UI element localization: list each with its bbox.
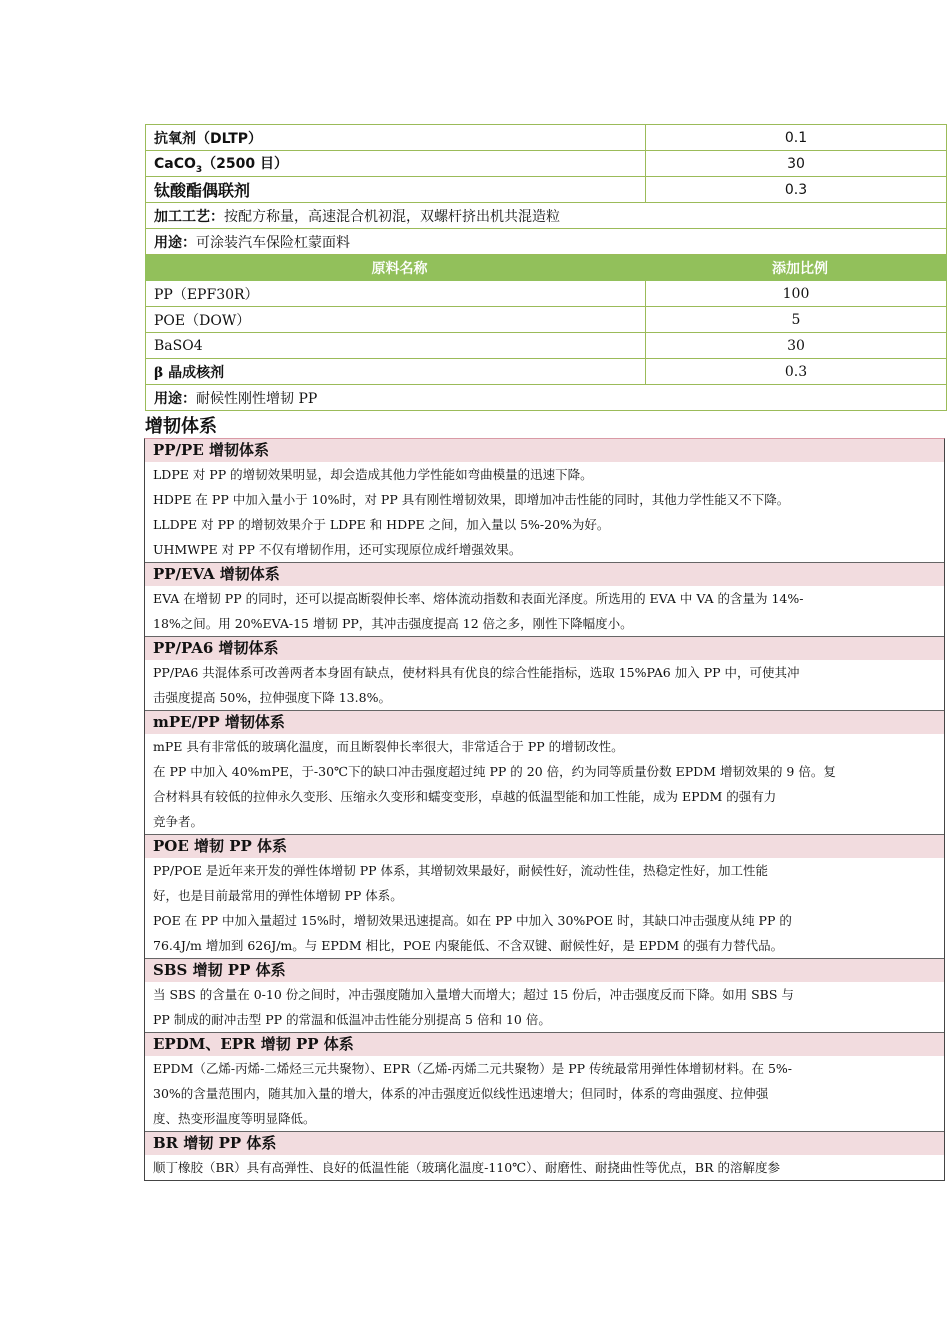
- ingredient-name: CaCO$_3$（2500 目）: [146, 151, 646, 177]
- ingredient-value: 0.3: [646, 359, 947, 385]
- formula-row: [146, 281, 947, 307]
- system-text-line: EVA 在增韧 PP 的同时，还可以提高断裂伸长率、熔体流动指数和表面光泽度。所选用的 EVA 中 VA 的含量为 14%-: [153, 591, 804, 606]
- formula-row: [146, 333, 947, 359]
- ingredient-value: 30: [646, 151, 947, 177]
- system-text-line: LLDPE 对 PP 的增韧效果介于 LDPE 和 HDPE 之间，加入量以 5%-20%为好。: [153, 517, 610, 532]
- table-header-row: [146, 255, 947, 281]
- system-heading: EPDM、EPR 增韧 PP 体系: [145, 1032, 944, 1056]
- system-heading: PP/PE 增韧体系: [145, 439, 944, 462]
- system-text-line: 18%之间。用 20%EVA-15 增韧 PP，其冲击强度提高 12 倍之多，刚性下降幅度小。: [153, 616, 633, 631]
- system-text-line: 在 PP 中加入 40%mPE，于-30℃下的缺口冲击强度超过纯 PP 的 20 倍，约为同等质量份数 EPDM 增韧效果的 9 倍。复: [153, 764, 836, 779]
- system-text-line: 击强度提高 50%，拉伸强度下降 13.8%。: [153, 690, 391, 705]
- header-ratio: 添加比例: [646, 255, 947, 281]
- system-text-line: 30%的含量范围内，随其加入量的增大，体系的冲击强度近似线性迅速增大；但同时，体系的弯曲强度、拉伸强: [153, 1086, 769, 1101]
- formula-row: [146, 151, 947, 177]
- system-heading: POE 增韧 PP 体系: [145, 834, 944, 858]
- system-text-line: UHMWPE 对 PP 不仅有增韧作用，还可实现原位成纤增强效果。: [153, 542, 522, 557]
- system-text-line: 顺丁橡胶（BR）具有高弹性、良好的低温性能（玻璃化温度-110℃）、耐磨性、耐挠曲性等优点，BR 的溶解度参: [153, 1160, 780, 1175]
- ingredient-name: BaSO4: [146, 333, 646, 359]
- process-cell: 加工工艺：按配方称量，高速混合机初混，双螺杆挤出机共混造粒: [146, 203, 947, 229]
- system-text-line: PP/PA6 共混体系可改善两者本身固有缺点，使材料具有优良的综合性能指标，选取 15%PA6 加入 PP 中，可使其冲: [153, 665, 800, 680]
- system-text-line: 竞争者。: [153, 814, 204, 829]
- formula-row: [146, 125, 947, 151]
- system-text-line: 76.4J/m 增加到 626J/m。与 EPDM 相比，POE 内聚能低、不含双键、耐候性好，是 EPDM 的强有力替代品。: [153, 938, 784, 953]
- formula-row: [146, 307, 947, 333]
- ingredient-value: 0.1: [646, 125, 947, 151]
- ingredient-name: 抗氧剂（DLTP）: [146, 125, 646, 151]
- formula-row: [146, 177, 947, 203]
- system-text-line: 好，也是目前最常用的弹性体增韧 PP 体系。: [153, 888, 403, 903]
- process-row: [146, 203, 947, 229]
- system-heading: SBS 增韧 PP 体系: [145, 958, 944, 982]
- formula-table: [145, 124, 947, 411]
- ingredient-name: 钛酸酯偶联剂: [146, 177, 646, 203]
- system-text-line: 合材料具有较低的拉伸永久变形、压缩永久变形和蠕变变形，卓越的低温型能和加工性能，成为 EPDM 的强有力: [153, 789, 777, 804]
- toughening-systems: [144, 438, 945, 1181]
- system-heading: mPE/PP 增韧体系: [145, 710, 944, 734]
- system-text-line: PP/POE 是近年来开发的弹性体增韧 PP 体系，其增韧效果最好，耐候性好，流动性佳，热稳定性好，加工性能: [153, 863, 769, 878]
- system-text-line: 当 SBS 的含量在 0-10 份之间时，冲击强度随加入量增大而增大；超过 15 份后，冲击强度反而下降。如用 SBS 与: [153, 987, 794, 1002]
- system-heading: PP/PA6 增韧体系: [145, 636, 944, 660]
- system-text-line: mPE 具有非常低的玻璃化温度，而且断裂伸长率很大，非常适合于 PP 的增韧改性。: [153, 739, 624, 754]
- ingredient-value: 0.3: [646, 177, 947, 203]
- use-row: [146, 229, 947, 255]
- system-text-line: LDPE 对 PP 的增韧效果明显，却会造成其他力学性能如弯曲模量的迅速下降。: [153, 467, 593, 482]
- use-cell: 用途：耐候性刚性增韧 PP: [146, 385, 947, 411]
- system-text-line: POE 在 PP 中加入量超过 15%时，增韧效果迅速提高。如在 PP 中加入 30%POE 时，其缺口冲击强度从纯 PP 的: [153, 913, 792, 928]
- ingredient-value: 100: [646, 281, 947, 307]
- system-heading: BR 增韧 PP 体系: [145, 1131, 944, 1155]
- section-title: 增韧体系: [145, 416, 217, 437]
- system-heading: PP/EVA 增韧体系: [145, 562, 944, 586]
- ingredient-name: β 晶成核剂: [146, 359, 646, 385]
- system-text-line: HDPE 在 PP 中加入量小于 10%时，对 PP 具有刚性增韧效果，即增加冲击性能的同时，其他力学性能又不下降。: [153, 492, 790, 507]
- system-text-line: PP 制成的耐冲击型 PP 的常温和低温冲击性能分别提高 5 倍和 10 倍。: [153, 1012, 551, 1027]
- system-text-line: EPDM（乙烯-丙烯-二烯烃三元共聚物）、EPR（乙烯-丙烯二元共聚物）是 PP 传统最常用弹性体增韧材料。在 5%-: [153, 1061, 793, 1076]
- use-row: [146, 385, 947, 411]
- use-cell: 用途：可涂装汽车保险杠蒙面料: [146, 229, 947, 255]
- system-text-line: 度、热变形温度等明显降低。: [153, 1111, 316, 1126]
- ingredient-name: POE（DOW）: [146, 307, 646, 333]
- ingredient-value: 30: [646, 333, 947, 359]
- header-ingredient: 原料名称: [146, 255, 646, 281]
- ingredient-name: PP（EPF30R）: [146, 281, 646, 307]
- ingredient-value: 5: [646, 307, 947, 333]
- formula-row: [146, 359, 947, 385]
